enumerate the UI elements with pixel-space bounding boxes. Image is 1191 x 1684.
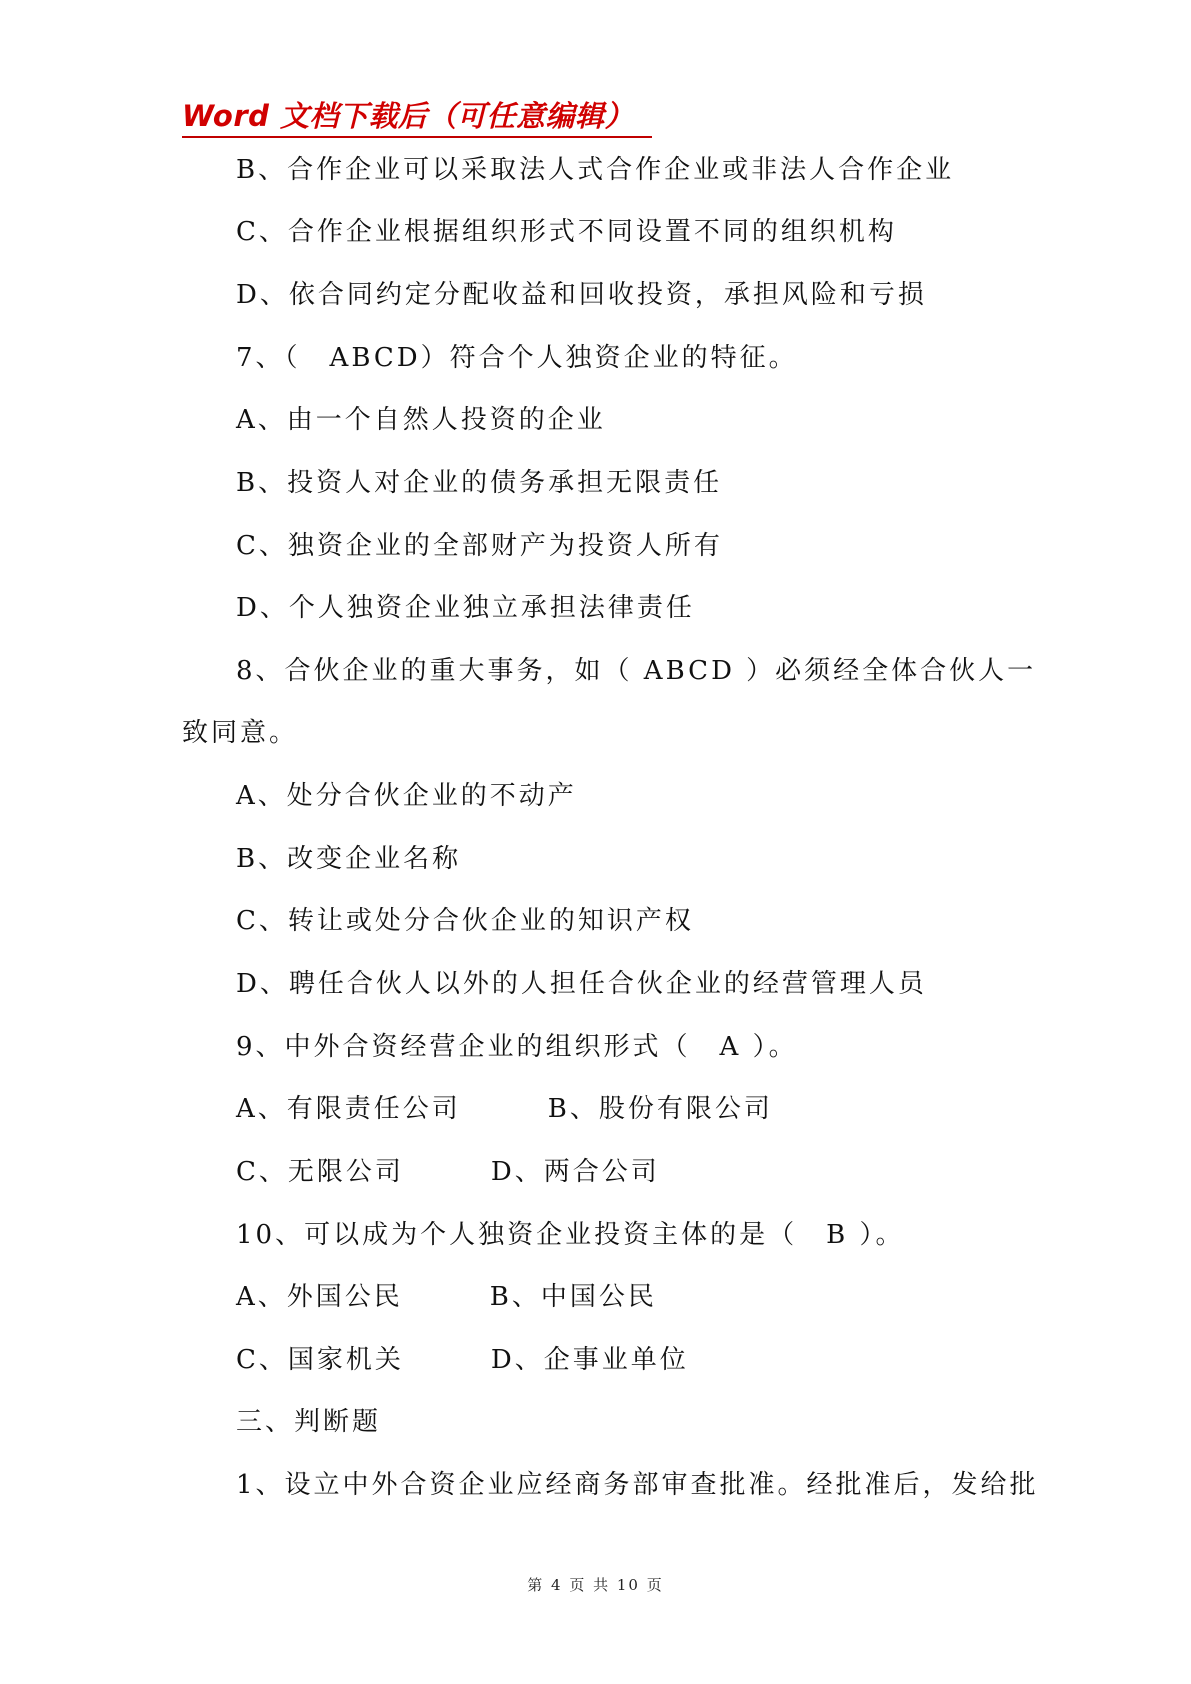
header-banner [182, 96, 652, 138]
text-line: 致同意。 [182, 718, 299, 748]
question-9: 9、中外合资经营企业的组织形式（ A ）。 [236, 1032, 798, 1062]
text-line: A、由一个自然人投资的企业 [236, 405, 606, 435]
page-number: 第 4 页 共 10 页 [527, 1576, 664, 1594]
text-line: D、聘任合伙人以外的人担任合伙企业的经营管理人员 [236, 969, 927, 999]
text-line: C、无限公司 D、两合公司 [236, 1157, 660, 1187]
text-line: C、国家机关 D、企事业单位 [236, 1345, 689, 1375]
text-line: 1、设立中外合资企业应经商务部审查批准。经批准后，发给批 [236, 1470, 1039, 1500]
text-line: A、有限责任公司 B、股份有限公司 [236, 1094, 773, 1124]
text-line: A、外国公民 B、中国公民 [236, 1282, 657, 1312]
text-line: C、转让或处分合伙企业的知识产权 [236, 906, 694, 936]
text-line: B、合作企业可以采取法人式合作企业或非法人合作企业 [236, 155, 955, 185]
question-10: 10、可以成为个人独资企业投资主体的是（ B ）。 [236, 1220, 905, 1250]
text-line: B、投资人对企业的债务承担无限责任 [236, 468, 723, 498]
text-line: C、独资企业的全部财产为投资人所有 [236, 531, 723, 561]
text-line: C、合作企业根据组织形式不同设置不同的组织机构 [236, 217, 897, 247]
question-7: 7、（ ABCD）符合个人独资企业的特征。 [236, 343, 798, 373]
text-line: D、个人独资企业独立承担法律责任 [236, 593, 695, 623]
text-line: B、改变企业名称 [236, 844, 462, 874]
section-heading: 三、判断题 [236, 1407, 382, 1437]
question-8: 8、合伙企业的重大事务，如（ ABCD ）必须经全体合伙人一 [236, 656, 1037, 686]
text-line: A、处分合伙企业的不动产 [236, 781, 577, 811]
text-line: D、依合同约定分配收益和回收投资，承担风险和亏损 [236, 280, 927, 310]
header-title: Word 文档下载后（可任意编辑） [182, 99, 634, 133]
